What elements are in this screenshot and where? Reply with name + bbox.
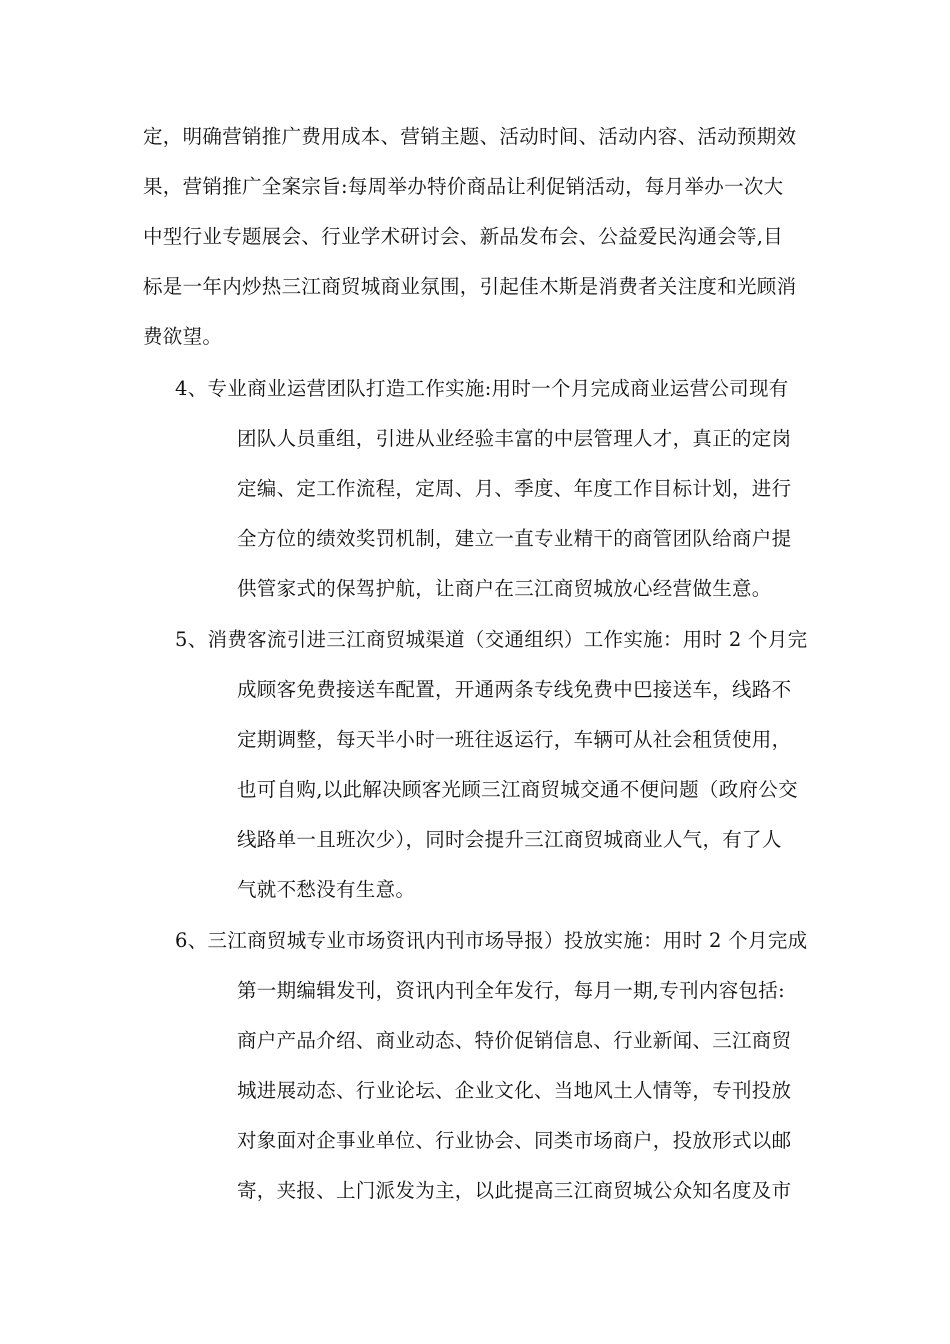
- list-item-5-line: 也可自购,以此解决顾客光顾三江商贸城交通不便问题（政府公交: [237, 778, 798, 801]
- list-item-5-line: 线路单一且班次少），同时会提升三江商贸城商业人气，有了人: [237, 828, 782, 851]
- list-item-5-line: 气就不愁没有生意。: [237, 878, 416, 901]
- intro-line: 标是一年内炒热三江商贸城商业氛围，引起佳木斯是消费者关注度和光顾消: [143, 275, 797, 298]
- list-item-4-line: 供管家式的保驾护航，让商户在三江商贸城放心经营做生意。: [237, 577, 772, 600]
- list-item-4-line: 团队人员重组，引进从业经验丰富的中层管理人才，真正的定岗: [237, 427, 792, 450]
- list-item-text: 消费客流引进三江商贸城渠道（交通组织）工作实施：用时 2 个月完: [207, 628, 808, 651]
- list-item-4-line: 全方位的绩效奖罚机制，建立一直专业精干的商管团队给商户提: [237, 527, 792, 550]
- list-item-4-line: 定编、定工作流程，定周、月、季度、年度工作目标计划，进行: [237, 477, 792, 500]
- intro-line: 果，营销推广全案宗旨:每周举办特价商品让利促销活动，每月举办一次大: [143, 175, 784, 198]
- list-item-text: 三江商贸城专业市场资讯内刊市场导报）投放实施：用时 2 个月完成: [207, 929, 808, 952]
- list-item-5-first-line: [175, 627, 807, 653]
- list-item-number: 5、: [175, 628, 208, 651]
- list-item-text: 专业商业运营团队打造工作实施:用时一个月完成商业运营公司现有: [207, 377, 789, 400]
- intro-line: 中型行业专题展会、行业学术研讨会、新品发布会、公益爱民沟通会等,目: [143, 225, 784, 248]
- list-item-6-line: 第一期编辑发刊，资讯内刊全年发行，每月一期,专刊内容包括:: [237, 979, 785, 1002]
- list-item-6-line: 寄，夹报、上门派发为主，以此提高三江商贸城公众知名度及市: [237, 1179, 792, 1202]
- list-item-number: 6、: [175, 929, 208, 952]
- list-item-5-line: 成顾客免费接送车配置，开通两条专线免费中巴接送车，线路不: [237, 678, 792, 701]
- list-item-5-line: 定期调整，每天半小时一班往返运行，车辆可从社会租赁使用，: [237, 728, 792, 751]
- intro-line: 定，明确营销推广费用成本、营销主题、活动时间、活动内容、活动预期效: [143, 125, 797, 148]
- list-item-6-line: 对象面对企事业单位、行业协会、同类市场商户，投放形式以邮: [237, 1129, 792, 1152]
- list-item-6-line: 城进展动态、行业论坛、企业文化、当地风土人情等，专刊投放: [237, 1079, 792, 1102]
- list-item-6-first-line: [175, 928, 807, 954]
- list-item-number: 4、: [175, 377, 208, 400]
- list-item-6-line: 商户产品介绍、商业动态、特价促销信息、行业新闻、三江商贸: [237, 1029, 792, 1052]
- list-item-4-first-line: [175, 376, 789, 402]
- intro-line: 费欲望。: [143, 325, 223, 348]
